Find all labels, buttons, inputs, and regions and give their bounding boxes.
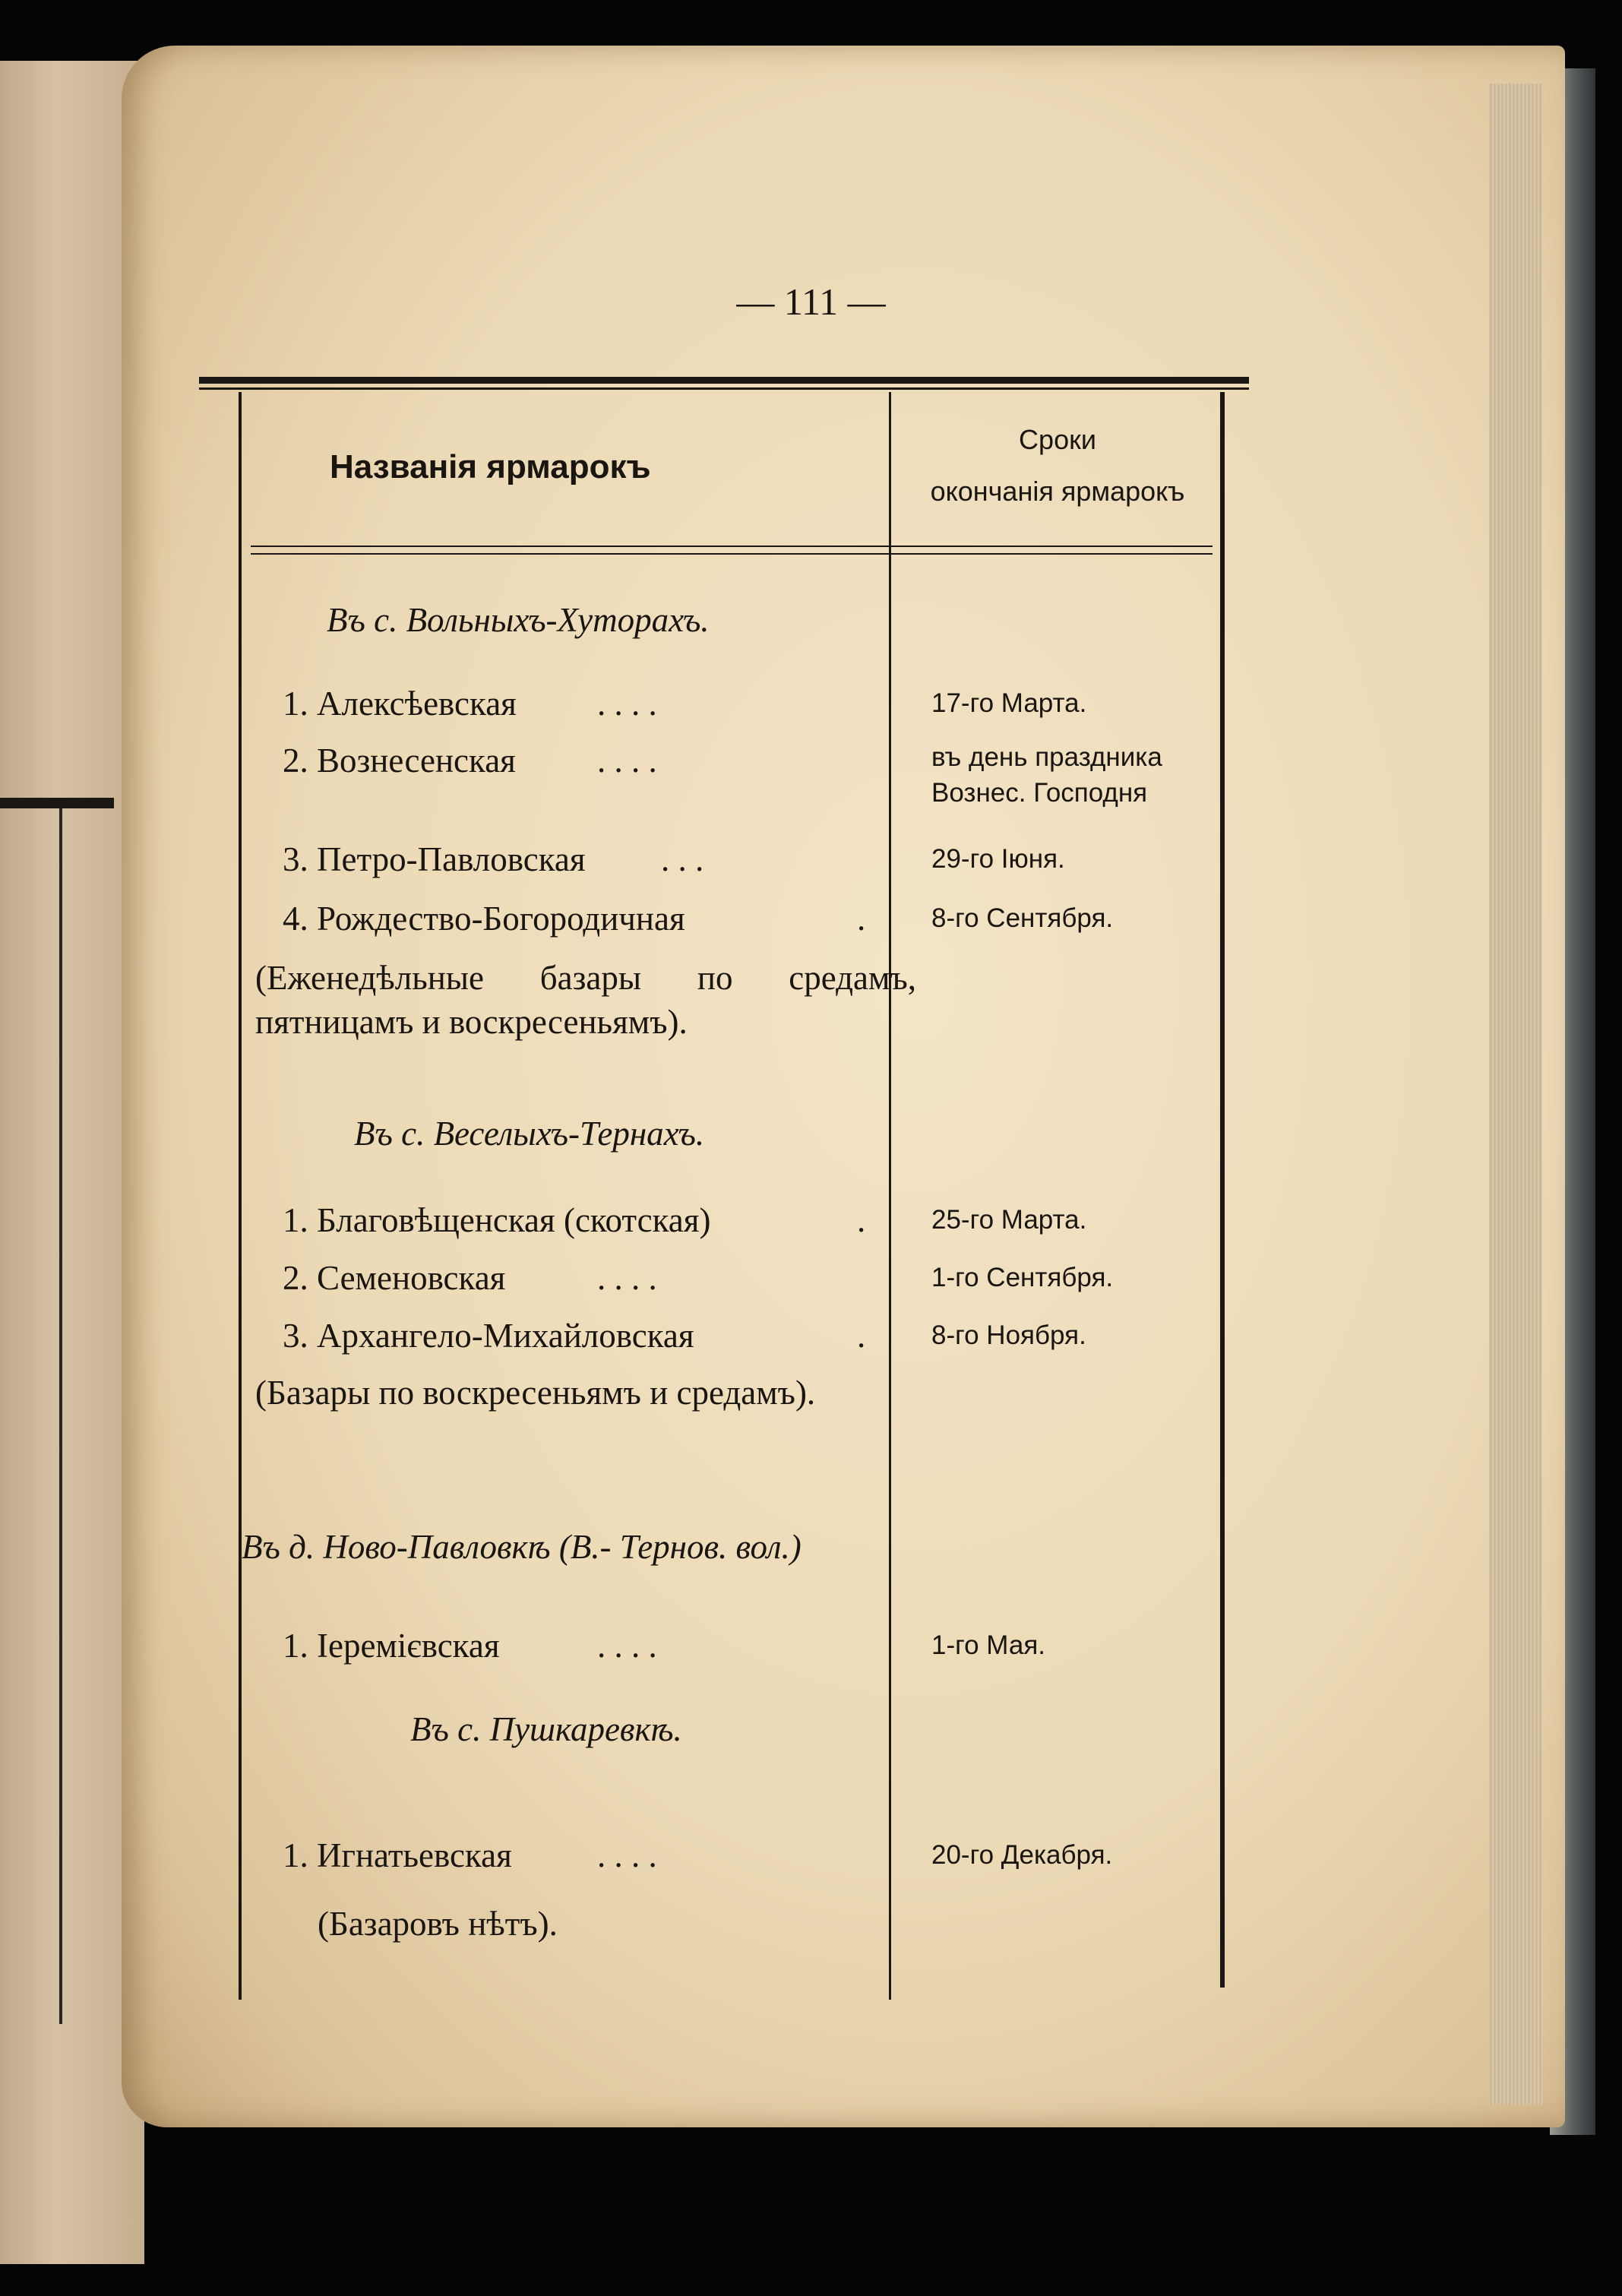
- page-stack-edge: [1489, 84, 1542, 2105]
- fair-date: 25-го Марта.: [931, 1205, 1087, 1235]
- leader-dots: . . .: [661, 840, 704, 878]
- fair-name: 1. Іеремієвская: [283, 1627, 500, 1665]
- fair-name: 1. Благовѣщенская (скотская): [283, 1201, 711, 1239]
- fair-name: 3. Архангело-Михайловская: [283, 1317, 694, 1355]
- fair-date: въ день праздника: [931, 742, 1162, 772]
- fair-date: 1-го Мая.: [931, 1630, 1045, 1660]
- fair-date: 29-го Іюня.: [931, 844, 1065, 874]
- fair-date: 8-го Сентября.: [931, 903, 1114, 933]
- table-right-border: [1220, 392, 1225, 1988]
- page: [122, 46, 1565, 2127]
- section-title: Въ с. Пушкаревкѣ.: [410, 1710, 682, 1748]
- page-number: — 111 —: [736, 280, 886, 323]
- header-divider-bottom: [251, 553, 1213, 555]
- fair-name: 2. Семеновская: [283, 1259, 506, 1297]
- fair-date: 20-го Декабря.: [931, 1840, 1113, 1870]
- fair-name: 4. Рождество-Богородичная: [283, 900, 685, 938]
- section-title: Въ с. Веселыхъ-Тернахъ.: [354, 1115, 705, 1153]
- leader-dots: .: [857, 1317, 866, 1355]
- left-page-column-line: [59, 808, 62, 2024]
- table-left-border: [239, 392, 242, 2000]
- fair-date: 17-го Марта.: [931, 688, 1087, 718]
- leader-dots: . . . .: [597, 1836, 657, 1874]
- fair-date: 8-го Ноября.: [931, 1320, 1086, 1350]
- bazaar-note: (Еженедѣльные базары по средамъ, пятницамъ и воскресеньямъ).: [255, 959, 916, 1041]
- leader-dots: .: [857, 900, 866, 938]
- header-col-names: Названія ярмарокъ: [330, 448, 651, 485]
- fair-date-continued: Вознес. Господня: [931, 778, 1148, 808]
- header-col-dates-line2: окончанія ярмарокъ: [930, 476, 1185, 507]
- leader-dots: .: [857, 1201, 866, 1239]
- leader-dots: . . . .: [597, 742, 657, 780]
- bazaar-note: (Базары по воскресеньямъ и средамъ).: [255, 1374, 816, 1412]
- fair-name: 1. Алексѣевская: [283, 685, 517, 723]
- section-title: Въ д. Ново-Павловкѣ (В.- Тернов. вол.): [242, 1528, 802, 1566]
- bazaar-note: (Базаровъ нѣтъ).: [318, 1905, 558, 1943]
- section-title: Въ с. Вольныхъ-Хуторахъ.: [327, 601, 710, 639]
- fair-name: 3. Петро-Павловская: [283, 840, 586, 878]
- table-top-rule: [199, 377, 1249, 384]
- leader-dots: . . . .: [597, 1627, 657, 1665]
- fair-name: 1. Игнатьевская: [283, 1836, 512, 1874]
- leader-dots: . . . .: [597, 1259, 657, 1297]
- header-col-dates-line1: Сроки: [1019, 424, 1096, 455]
- header-divider-top: [251, 546, 1213, 547]
- leader-dots: . . . .: [597, 685, 657, 723]
- left-page-rule: [0, 798, 114, 808]
- fair-date: 1-го Сентября.: [931, 1263, 1114, 1292]
- fair-name: 2. Вознесенская: [283, 742, 516, 780]
- table-top-rule-thin: [199, 387, 1249, 390]
- column-divider: [889, 392, 891, 2000]
